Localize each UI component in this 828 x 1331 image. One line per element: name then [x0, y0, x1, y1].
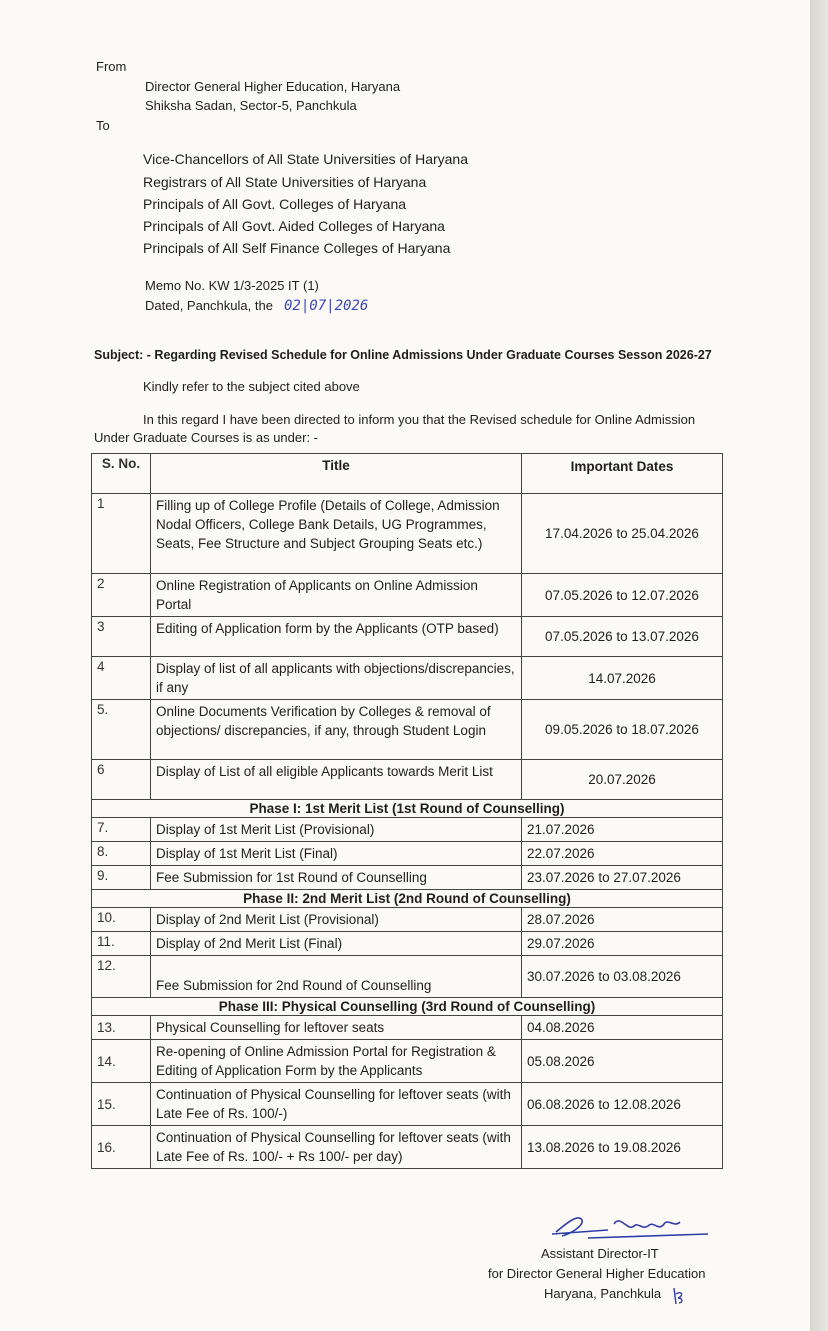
table-row [92, 908, 723, 932]
table-row [92, 1083, 723, 1126]
table-row [92, 956, 723, 998]
handwritten-date: 02|07|2026 [284, 298, 369, 314]
header-dates: Important Dates [522, 454, 723, 494]
memo-number: Memo No. KW 1/3-2025 IT (1) [145, 278, 319, 293]
row-title: Filling up of College Profile (Details of College, Admission Nodal Officers, College Bank Details, UG Programmes, Seats, Fee Structure and Subject Grouping Seats etc.) [151, 494, 522, 574]
row-date: 23.07.2026 to 27.07.2026 [522, 866, 723, 890]
row-date: 29.07.2026 [522, 932, 723, 956]
signatory-for-line: for Director General Higher Education [488, 1266, 706, 1281]
row-sno: 16. [92, 1126, 151, 1169]
row-date: 30.07.2026 to 03.08.2026 [522, 956, 723, 998]
row-sno: 7. [92, 818, 151, 842]
initials-scribble [670, 1284, 688, 1306]
to-line-3: Principals of All Govt. Colleges of Haryana [143, 196, 407, 212]
row-title: Fee Submission for 2nd Round of Counselling [151, 956, 522, 998]
table-row [92, 866, 723, 890]
row-date: 07.05.2026 to 12.07.2026 [522, 574, 723, 617]
row-title: Continuation of Physical Counselling for leftover seats (with Late Fee of Rs. 100/-) [151, 1083, 522, 1126]
table-row [92, 1040, 723, 1083]
row-title: Display of 2nd Merit List (Provisional) [151, 908, 522, 932]
row-date: 17.04.2026 to 25.04.2026 [522, 494, 723, 574]
table-row [92, 818, 723, 842]
row-date: 13.08.2026 to 19.08.2026 [522, 1126, 723, 1169]
row-date: 28.07.2026 [522, 908, 723, 932]
row-title: Physical Counselling for leftover seats [151, 1016, 522, 1040]
row-sno: 15. [92, 1083, 151, 1126]
row-title: Display of 1st Merit List (Final) [151, 842, 522, 866]
row-date: 22.07.2026 [522, 842, 723, 866]
table-row [92, 842, 723, 866]
table-row [92, 657, 723, 700]
row-sno: 10. [92, 908, 151, 932]
from-line-2: Shiksha Sadan, Sector-5, Panchkula [145, 98, 357, 113]
phase-3-heading-row [92, 998, 723, 1016]
table-row [92, 1126, 723, 1169]
row-sno: 5. [92, 700, 151, 760]
row-date: 09.05.2026 to 18.07.2026 [522, 700, 723, 760]
table-row [92, 617, 723, 657]
row-sno: 6 [92, 760, 151, 800]
to-line-2: Registrars of All State Universities of Haryana [143, 174, 427, 190]
to-line-4: Principals of All Govt. Aided Colleges of Haryana [143, 218, 445, 234]
phase-2-heading: Phase II: 2nd Merit List (2nd Round of Counselling) [92, 890, 723, 908]
row-sno: 14. [92, 1040, 151, 1083]
header-title: Title [151, 454, 522, 494]
body-para-1: Kindly refer to the subject cited above [143, 379, 360, 394]
row-title: Display of list of all applicants with objections/discrepancies, if any [151, 657, 522, 700]
row-date: 05.08.2026 [522, 1040, 723, 1083]
row-title: Continuation of Physical Counselling for leftover seats (with Late Fee of Rs. 100/- + Rs 100/- per day) [151, 1126, 522, 1169]
row-date: 04.08.2026 [522, 1016, 723, 1040]
phase-1-heading-row [92, 800, 723, 818]
table-row [92, 1016, 723, 1040]
row-sno: 2 [92, 574, 151, 617]
row-sno: 3 [92, 617, 151, 657]
body-para-2-line-2: Under Graduate Courses is as under: - [94, 430, 318, 445]
to-label: To [96, 118, 110, 133]
row-title: Display of 2nd Merit List (Final) [151, 932, 522, 956]
table-header-row [92, 454, 723, 494]
from-label: From [96, 59, 127, 74]
to-line-1: Vice-Chancellors of All State Universities of Haryana [143, 151, 469, 167]
dated-prefix: Dated, Panchkula, the [145, 298, 273, 313]
header-sno: S. No. [92, 454, 151, 494]
signatory-designation: Assistant Director-IT [541, 1246, 659, 1261]
table-row [92, 494, 723, 574]
row-date: 06.08.2026 to 12.08.2026 [522, 1083, 723, 1126]
table-row [92, 574, 723, 617]
row-title: Fee Submission for 1st Round of Counselling [151, 866, 522, 890]
schedule-table [91, 453, 723, 1169]
row-sno: 9. [92, 866, 151, 890]
scan-edge [810, 0, 828, 1331]
phase-3-heading: Phase III: Physical Counselling (3rd Round of Counselling) [92, 998, 723, 1016]
row-sno: 13. [92, 1016, 151, 1040]
to-line-5: Principals of All Self Finance Colleges of Haryana [143, 240, 451, 256]
body-para-2-line-1: In this regard I have been directed to inform you that the Revised schedule for Online Admission [143, 412, 696, 427]
row-date: 07.05.2026 to 13.07.2026 [522, 617, 723, 657]
table-row [92, 932, 723, 956]
row-title: Re-opening of Online Admission Portal for Registration & Editing of Application Form by the Applicants [151, 1040, 522, 1083]
row-sno: 4 [92, 657, 151, 700]
row-title: Online Registration of Applicants on Online Admission Portal [151, 574, 522, 617]
row-date: 21.07.2026 [522, 818, 723, 842]
row-sno: 12. [92, 956, 151, 998]
from-line-1: Director General Higher Education, Haryana [145, 79, 401, 94]
signature-scribble [548, 1210, 718, 1246]
row-sno: 1 [92, 494, 151, 574]
row-title: Display of List of all eligible Applicants towards Merit List [151, 760, 522, 800]
row-date: 20.07.2026 [522, 760, 723, 800]
row-sno: 11. [92, 932, 151, 956]
row-title: Editing of Application form by the Applicants (OTP based) [151, 617, 522, 657]
subject-line: Subject: - Regarding Revised Schedule for Online Admissions Under Graduate Courses Sesson 2026-27 [94, 348, 712, 362]
table-row [92, 760, 723, 800]
row-date: 14.07.2026 [522, 657, 723, 700]
row-title: Display of 1st Merit List (Provisional) [151, 818, 522, 842]
phase-1-heading: Phase I: 1st Merit List (1st Round of Counselling) [92, 800, 723, 818]
signatory-place: Haryana, Panchkula [544, 1286, 662, 1301]
row-title: Online Documents Verification by Colleges & removal of objections/ discrepancies, if any, through Student Login [151, 700, 522, 760]
phase-2-heading-row [92, 890, 723, 908]
row-sno: 8. [92, 842, 151, 866]
table-row [92, 700, 723, 760]
